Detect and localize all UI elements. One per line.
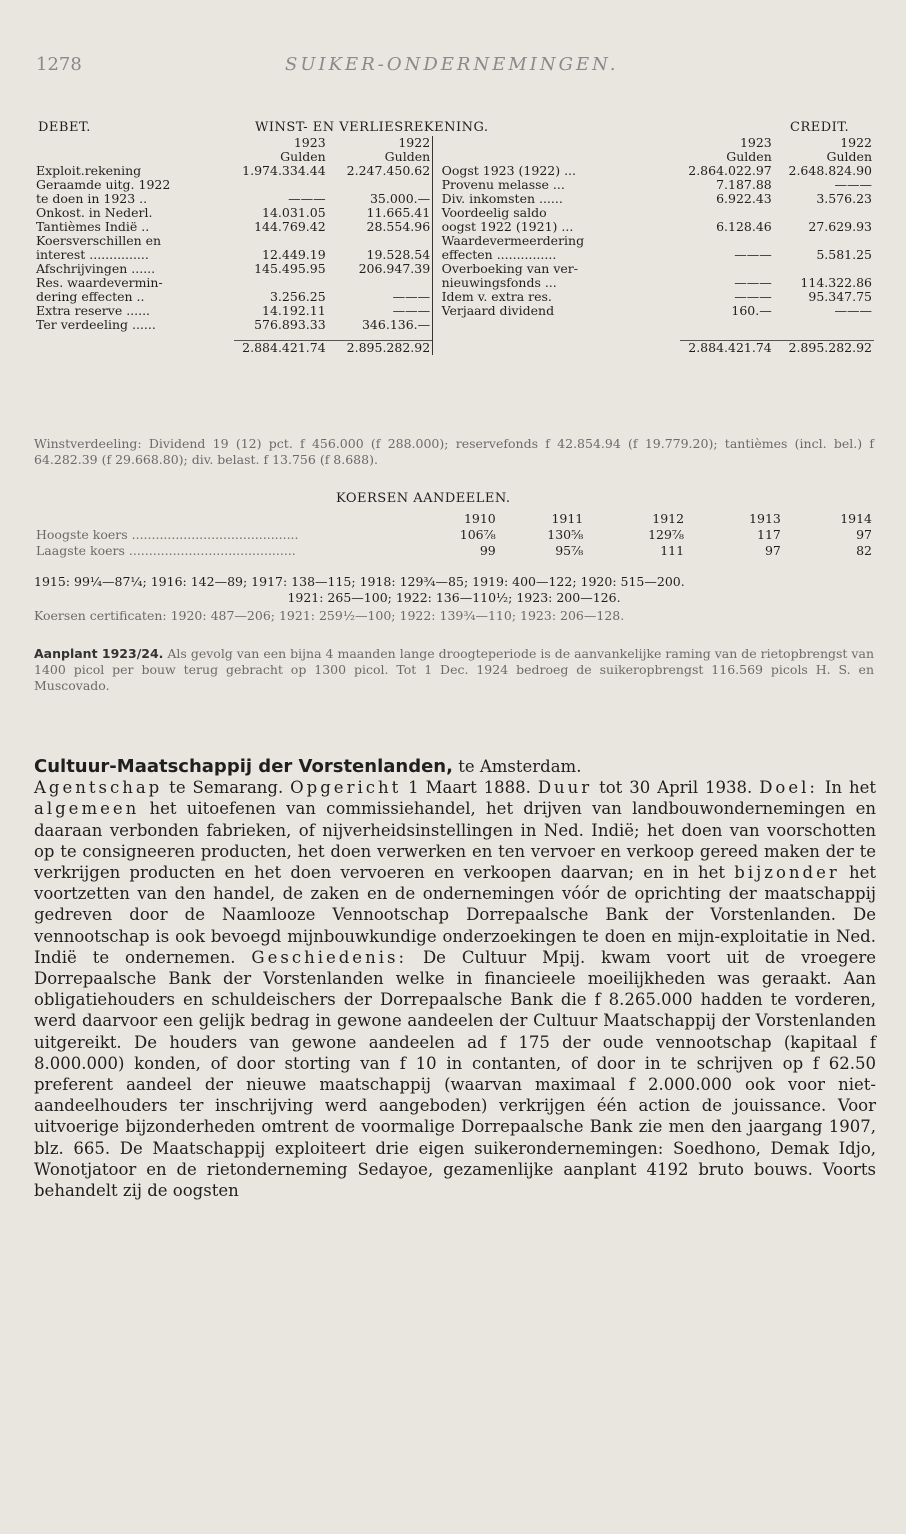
credit-value-1923 [680, 262, 773, 276]
running-title: SUIKER-ONDERNEMINGEN. [285, 54, 619, 75]
debit-value-1922: 28.554.96 [366, 219, 431, 234]
koers-row [34, 543, 874, 559]
doel-label: Doel: [759, 778, 818, 798]
opgericht-label: Opgericht [290, 778, 402, 798]
column-separator [433, 206, 440, 220]
debit-label: dering effecten .. [36, 289, 145, 304]
koers-label: Hoogste koers .......................................... [36, 527, 299, 542]
column-separator [433, 276, 440, 290]
debit-total-1923: 2.884.421.74 [234, 340, 327, 355]
credit-value-1923: 2.864.022.97 [688, 163, 772, 178]
koers-value: 97 [856, 527, 872, 542]
column-separator [433, 340, 440, 355]
credit-value-1923: 6.128.46 [716, 219, 772, 234]
winstverdeeling-text: Winstverdeeling: Dividend 19 (12) pct. f 456.000 (f 288.000); reservefonds f 42.854.94 (f 19.779.20); tantièmes (incl. bel.) f 64.282.39 (f 29.668.80); div. belast. f 13.756 (f 8.688). [34, 436, 874, 467]
credit-value-1922: 2.648.824.90 [788, 163, 872, 178]
col-year: 1923 [293, 135, 326, 150]
table-row [34, 220, 874, 234]
debit-value-1923 [234, 234, 327, 248]
koers-value: 106⅞ [459, 527, 496, 542]
credit-label: Provenu melasse ... [441, 177, 565, 192]
geschiedenis-text: De Cultuur Mpij. kwam voort uit de vroegere Dorrepaalsche Bank der Vorstenlanden welke in financieele moeilijkheden was geraakt. Aan obligatiehouders en schuldeischers der Dorrepaalsche Bank die f 8.265.000 hadden te vorderen, werd daarvoor een gelijk bedrag in gewone aandeelen der Cultuur Maatschappij der Vorstenlanden uitgereikt. De houders van gewone aandeelen ad f 175 der oude vennootschap (kapitaal f 8.000.000) konden, of door storting van f 10 in contanten, of door in te schrijven op f 62.50 preferent aandeel der nieuwe maatschappij (waarvan maximaal f 2.000.000 ook voor niet-aandeelhouders ter inschrijving werd aangeboden) verkrijgen één action de jouissance. Voor uitvoerige bijzonderheden omtrent de voormalige Dorrepaalsche Bank zie men den jaargang 1907, blz. 665. De Maatschappij exploiteert drie eigen suikerondernemingen: Soedhono, Demak Idjo, Wonotjatoor en de rietonderneming Sedayoe, gezamenlijke aanplant 4192 bruto bouws. Voorts behandelt zij de oogsten [34, 947, 876, 1201]
credit-label: effecten ............... [441, 247, 557, 262]
debit-label: interest ............... [36, 247, 149, 262]
koersen-line-1: 1915: 99¼—87¼; 1916: 142—89; 1917: 138—115; 1918: 129¾—85; 1919: 400—122; 1920: 515—200. [34, 574, 685, 589]
credit-value-1923: 6.922.43 [716, 191, 772, 206]
debit-label: Ter verdeeling ...... [36, 317, 156, 332]
col-year: 1922 [840, 135, 872, 150]
credit-value-1922: 3.576.23 [816, 191, 872, 206]
doel-text: het voortzetten van den handel, de zaken en de ondernemingen vóór de oprichting der maatschappij gedreven door de Naamlooze Vennootschap Dorrepaalsche Bank der Vorstenlanden. De vennootschap is ook bevoegd mijnbouwkundige onderzoekingen te doen en mijn-exploitatie in Ned. Indië te ondernemen. [34, 863, 876, 967]
aanplant-paragraph [34, 646, 874, 694]
koers-value: 82 [856, 543, 872, 558]
debit-value-1922: 346.136.— [361, 317, 431, 332]
debit-value-1923: 14.031.05 [262, 205, 326, 220]
column-separator [433, 248, 440, 262]
debit-value-1923: ——— [288, 191, 326, 206]
credit-label: Verjaard dividend [441, 303, 555, 318]
column-separator [433, 220, 440, 234]
koers-row [34, 527, 874, 543]
debit-value-1922: ——— [392, 289, 431, 304]
table-row [34, 318, 874, 332]
table-row [34, 192, 874, 206]
table-row [34, 276, 874, 290]
koers-value: 130⅝ [547, 527, 584, 542]
credit-label: nieuwingsfonds ... [441, 275, 557, 290]
debit-label: Koersverschillen en [36, 233, 162, 248]
credit-value-1923: ——— [734, 289, 772, 304]
totals-spacer [34, 340, 234, 355]
agentschap-text: te Semarang. [162, 778, 291, 798]
debit-value-1923: 3.256.25 [269, 289, 326, 304]
credit-value-1922: 95.347.75 [808, 289, 872, 304]
koers-label: Laagste koers .......................................... [36, 543, 296, 558]
table-row [34, 248, 874, 262]
credit-label: Idem v. extra res. [441, 289, 552, 304]
table-row [34, 262, 874, 276]
column-separator [433, 318, 440, 332]
credit-value-1922: 27.629.93 [808, 219, 872, 234]
credit-label: Voordeelig saldo [441, 205, 547, 220]
aanplant-text: Als gevolg van een bijna 4 maanden lange droogteperiode is de aanvankelijke raming van de rietopbrengst van 1400 picol per bouw terug gebracht op 1300 picol. Tot 1 Dec. 1924 bedroeg de suikeropbrengst 116.569 picols H. S. en Muscovado. [34, 646, 874, 693]
koers-year: 1910 [463, 511, 496, 526]
credit-value-1922 [774, 206, 874, 220]
debit-label: Tantièmes Indië .. [36, 219, 150, 234]
koersen-table [34, 511, 874, 559]
debit-label: Onkost. in Nederl. [36, 205, 153, 220]
debet-heading: DEBET. [38, 120, 91, 135]
company-place: te Amsterdam. [452, 757, 582, 776]
aanplant-heading: Aanplant 1923/24. [34, 646, 164, 661]
opgericht-text: 1 Maart 1888. [401, 778, 538, 798]
table-row [34, 164, 874, 178]
debit-value-1923: 12.449.19 [262, 247, 326, 262]
algemeen-label: algemeen [34, 799, 140, 819]
credit-value-1923 [680, 234, 773, 248]
year-header-row [34, 136, 874, 150]
credit-heading: CREDIT. [790, 120, 850, 135]
debit-total-1922: 2.895.282.92 [328, 340, 433, 355]
col-unit: Gulden [726, 149, 772, 164]
totals-row [34, 340, 874, 355]
debit-value-1922: 35.000.— [369, 191, 431, 206]
agentschap-label: Agentschap [34, 778, 163, 798]
credit-value-1923 [680, 206, 773, 220]
unit-header-row [34, 150, 874, 164]
credit-value-1922: ——— [834, 177, 872, 192]
debit-value-1922: 11.665.41 [366, 205, 431, 220]
debit-value-1922: 206.947.39 [358, 261, 431, 276]
bijzonder-label: bijzonder [734, 863, 840, 883]
page-number: 1278 [36, 54, 82, 75]
koers-value: 111 [660, 543, 685, 558]
debit-value-1923: 576.893.33 [254, 317, 326, 332]
koers-year: 1914 [840, 511, 872, 526]
debit-value-1922 [328, 234, 433, 248]
debit-value-1922 [328, 276, 433, 290]
credit-label: Overboeking van ver- [441, 261, 578, 276]
credit-value-1922 [774, 262, 874, 276]
credit-total-1922: 2.895.282.92 [774, 340, 874, 355]
debit-label: Res. waardevermin- [36, 275, 163, 290]
duur-label: Duur [537, 778, 593, 798]
debit-label: te doen in 1923 .. [36, 191, 148, 206]
credit-value-1922 [774, 234, 874, 248]
credit-value-1922: 114.322.86 [800, 275, 872, 290]
column-separator [433, 262, 440, 276]
company-entry [34, 756, 876, 1201]
column-separator [433, 192, 440, 206]
credit-label: oogst 1922 (1921) ... [441, 219, 574, 234]
koers-year: 1911 [551, 511, 584, 526]
debit-value-1923: 144.769.42 [254, 219, 326, 234]
koers-value: 97 [764, 543, 781, 558]
col-unit: Gulden [384, 149, 431, 164]
credit-total-1923: 2.884.421.74 [680, 340, 773, 355]
koers-value: 95⅞ [555, 543, 584, 558]
col-unit: Gulden [826, 149, 872, 164]
credit-label: Waardevermeerdering [441, 233, 585, 248]
credit-value-1922 [774, 318, 874, 332]
debit-value-1922 [328, 178, 433, 192]
duur-text: tot 30 April 1938. [592, 778, 760, 798]
debit-value-1923: 1.974.334.44 [242, 163, 326, 178]
table-row [34, 290, 874, 304]
winst-verlies-table [34, 136, 874, 355]
credit-value-1922: 5.581.25 [816, 247, 872, 262]
column-separator [433, 290, 440, 304]
table-row [34, 234, 874, 248]
koers-value: 129⅞ [648, 527, 685, 542]
koersen-year-row [34, 511, 874, 527]
column-separator [433, 234, 440, 248]
debit-value-1923: 145.495.95 [254, 261, 326, 276]
debit-value-1922: 2.247.450.62 [346, 163, 431, 178]
koers-year: 1913 [749, 511, 781, 526]
col-unit: Gulden [280, 149, 326, 164]
column-separator [433, 164, 440, 178]
spacer-row [34, 332, 874, 340]
totals-spacer [440, 340, 681, 355]
credit-value-1923: 160.— [731, 303, 772, 318]
doel-text: het uitoefenen van commissiehandel, het drijven van landbouwondernemingen en daaraan verbonden fabrieken, of nijverheidsinstellingen in Ned. Indië; het doen van voorschotten op te consigneeren producten, het doen verwerken en ten vervoer en verkoop gereed maken der te verkrijgen producten en het doen vervoeren en verkoopen daarvan; en in het [34, 799, 876, 883]
table-row [34, 206, 874, 220]
table-row [34, 178, 874, 192]
debit-value-1923: 14.192.11 [262, 303, 326, 318]
debit-value-1923 [234, 276, 327, 290]
koers-value: 99 [479, 543, 496, 558]
debit-label: Extra reserve ...... [36, 303, 151, 318]
debit-label: Afschrijvingen ...... [36, 261, 156, 276]
doel-text: In het [817, 778, 876, 798]
debit-label: Geraamde uitg. 1922 [36, 177, 171, 192]
koers-value: 117 [757, 527, 781, 542]
credit-value-1923: 7.187.88 [716, 177, 772, 192]
credit-value-1923: ——— [734, 275, 772, 290]
koers-year: 1912 [652, 511, 685, 526]
geschiedenis-label: Geschiedenis: [251, 947, 408, 967]
debit-value-1922: 19.528.54 [366, 247, 431, 262]
koersen-title: KOERSEN AANDEELEN. [336, 491, 511, 506]
col-year: 1923 [739, 135, 772, 150]
column-separator [433, 178, 440, 192]
credit-value-1923 [680, 318, 773, 332]
column-separator [433, 304, 440, 318]
koersen-certificaten: Koersen certificaten: 1920: 487—206; 1921: 259½—100; 1922: 139¾—110; 1923: 206—128. [34, 608, 625, 623]
debit-value-1923 [234, 178, 327, 192]
credit-label: Div. inkomsten ...... [441, 191, 563, 206]
col-year: 1922 [398, 135, 431, 150]
credit-value-1922: ——— [834, 303, 872, 318]
debit-value-1922: ——— [392, 303, 431, 318]
pl-title: WINST- EN VERLIESREKENING. [255, 120, 489, 135]
debit-label: Exploit.rekening [36, 163, 142, 178]
credit-label [440, 318, 681, 332]
credit-value-1923: ——— [734, 247, 772, 262]
company-name: Cultuur-Maatschappij der Vorstenlanden, [34, 756, 453, 777]
koersen-line-2: 1921: 265—100; 1922: 136—110½; 1923: 200—126. [287, 590, 621, 605]
credit-label: Oogst 1923 (1922) ... [441, 163, 577, 178]
table-row [34, 304, 874, 318]
